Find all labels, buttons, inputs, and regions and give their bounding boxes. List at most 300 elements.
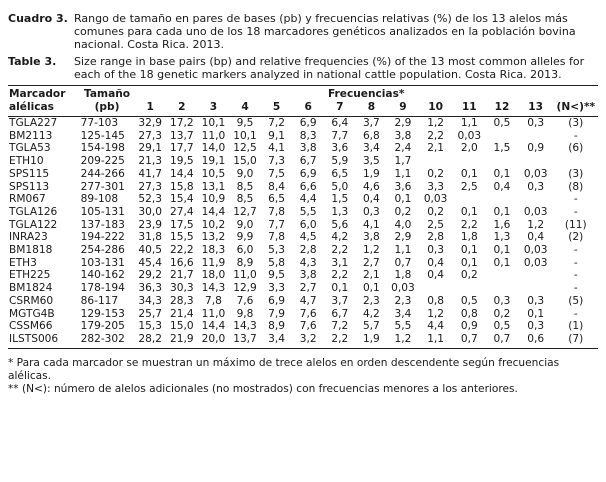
frequency-cell: 0,5 — [493, 117, 511, 130]
frequency-cell: 10,5 — [201, 167, 226, 180]
frequency-cell: 1,1 — [460, 117, 478, 130]
frequency-cell: 6,6 — [299, 180, 317, 193]
table-row — [8, 117, 598, 130]
frequency-cell: 0,9 — [460, 320, 478, 333]
frequency-cell: 0,2 — [394, 205, 412, 218]
frequency-table — [8, 85, 598, 349]
marker-cell: SPS113 — [9, 180, 50, 193]
frequency-cell: 0,3 — [527, 294, 545, 307]
frequency-cell: 4,7 — [299, 294, 317, 307]
frequency-cell: 1,5 — [493, 142, 511, 155]
frequency-cell — [452, 155, 486, 168]
frequency-cell: 14,3 — [233, 320, 257, 333]
frequency-cell: 0,7 — [486, 333, 518, 348]
marker-cell: RM067 — [9, 193, 46, 206]
frequency-cell: 27,3 — [138, 180, 163, 193]
header-allele-4: 4 — [229, 101, 261, 117]
frequency-cell: 27,4 — [170, 205, 194, 218]
frequency-cell: 12,7 — [233, 205, 257, 218]
frequency-cell: 0,3 — [527, 180, 545, 193]
frequency-cell: 5,7 — [362, 320, 380, 333]
frequency-cell: 14,3 — [201, 282, 226, 295]
marker-cell: INRA23 — [9, 231, 48, 244]
frequency-cell: 4,3 — [299, 256, 317, 269]
frequency-cell: 6,5 — [268, 193, 286, 206]
extra-alleles-cell: - — [573, 205, 578, 218]
frequency-cell: 21,9 — [166, 333, 198, 348]
frequency-cell: 7,9 — [268, 307, 286, 320]
frequency-cell: 1,8 — [460, 231, 478, 244]
size-cell: 209-225 — [80, 155, 125, 168]
frequency-cell: 3,2 — [292, 333, 324, 348]
frequency-cell: 15,4 — [170, 193, 194, 206]
table-header-row-2 — [8, 101, 598, 117]
footnote-1: * Para cada marcador se muestran un máximo de trece alelos en orden descendente según frecuencias alélicas. — [8, 356, 560, 382]
frequency-cell: 22,2 — [170, 244, 194, 257]
frequency-cell: 40,5 — [138, 244, 163, 257]
marker-cell: CSSM66 — [9, 320, 53, 333]
frequency-cell: 0,2 — [493, 307, 511, 320]
frequency-cell: 1,2 — [527, 218, 545, 231]
table-row — [8, 244, 598, 257]
frequency-cell: 13,7 — [170, 129, 194, 142]
frequency-cell — [419, 155, 453, 168]
table-row — [8, 295, 598, 308]
frequency-cell — [452, 193, 486, 206]
extra-alleles-cell: (7) — [554, 333, 598, 348]
frequency-cell: 4,1 — [268, 142, 286, 155]
frequency-cell: 0,5 — [460, 294, 478, 307]
frequency-cell: 0,2 — [427, 167, 445, 180]
frequency-cell: 2,0 — [460, 142, 478, 155]
frequency-cell: 0,1 — [493, 167, 511, 180]
size-cell: 244-266 — [80, 167, 125, 180]
extra-alleles-cell: - — [573, 282, 578, 295]
frequency-cell: 7,3 — [268, 155, 286, 168]
frequency-cell: 3,1 — [331, 256, 349, 269]
header-allele-6: 6 — [292, 101, 324, 117]
header-allele-12: 12 — [486, 101, 518, 117]
table-row — [8, 282, 598, 295]
frequency-cell: 36,3 — [138, 282, 163, 295]
size-cell: 105-131 — [80, 205, 125, 218]
frequency-cell: 2,7 — [362, 256, 380, 269]
frequency-cell: 2,9 — [394, 117, 412, 130]
frequency-cell: 19,5 — [170, 155, 194, 168]
frequency-cell: 0,1 — [362, 282, 380, 295]
frequency-cell: 2,1 — [427, 142, 445, 155]
frequency-cell: 2,3 — [362, 294, 380, 307]
table-row — [8, 193, 598, 206]
frequency-cell: 1,9 — [362, 167, 380, 180]
header-allele-7: 7 — [324, 101, 356, 117]
frequency-cell: 2,3 — [394, 294, 412, 307]
caption-english-label: Table 3. — [8, 54, 57, 68]
frequency-cell: 52,3 — [138, 193, 163, 206]
frequency-cell: 3,6 — [331, 142, 349, 155]
frequency-cell: 5,6 — [331, 218, 349, 231]
frequency-cell: 7,6 — [236, 294, 254, 307]
frequency-cell: 2,4 — [394, 142, 412, 155]
frequency-cell: 7,2 — [331, 320, 349, 333]
frequency-cell: 2,7 — [299, 282, 317, 295]
size-cell: 282-302 — [80, 333, 135, 348]
frequency-cell: 3,7 — [362, 117, 380, 130]
frequency-cell: 2,1 — [362, 269, 380, 282]
extra-alleles-cell: (5) — [568, 294, 584, 307]
size-cell: 89-108 — [80, 193, 119, 206]
extra-alleles-cell: (2) — [568, 231, 584, 244]
header-allele-2: 2 — [166, 101, 198, 117]
frequency-cell: 1,2 — [427, 117, 445, 130]
frequency-cell: 0,03 — [423, 193, 448, 206]
marker-cell: TGLA126 — [9, 205, 58, 218]
frequency-cell: 8,5 — [236, 180, 254, 193]
size-cell: 129-153 — [80, 307, 125, 320]
frequency-cell: 30,3 — [170, 282, 194, 295]
size-cell: 77-103 — [80, 117, 119, 130]
frequency-cell: 3,8 — [299, 269, 317, 282]
frequency-cell: 10,2 — [201, 218, 226, 231]
frequency-cell: 0,1 — [460, 167, 478, 180]
frequency-cell: 18,3 — [201, 244, 226, 257]
frequency-cell: 1,9 — [356, 333, 388, 348]
header-size: Tamaño — [80, 86, 135, 102]
table-header-row-1 — [8, 86, 598, 102]
marker-cell: ETH10 — [9, 155, 44, 168]
frequency-cell: 31,8 — [138, 231, 163, 244]
frequency-cell: 15,5 — [170, 231, 194, 244]
frequency-cell: 9,5 — [268, 269, 286, 282]
table-row — [8, 206, 598, 219]
frequency-cell: 0,1 — [460, 244, 478, 257]
frequency-cell: 9,0 — [236, 167, 254, 180]
frequency-cell: 30,0 — [138, 205, 163, 218]
frequency-cell: 3,5 — [362, 155, 380, 168]
table-row — [8, 231, 598, 244]
size-cell: 194-222 — [80, 231, 125, 244]
frequency-cell: 32,9 — [138, 117, 163, 130]
frequency-cell: 6,9 — [268, 294, 286, 307]
marker-cell: ETH225 — [9, 269, 51, 282]
frequency-cell: 17,7 — [170, 142, 194, 155]
frequency-cell: 17,5 — [170, 218, 194, 231]
frequency-cell: 4,6 — [362, 180, 380, 193]
frequency-cell: 12,5 — [233, 142, 257, 155]
frequency-cell: 5,3 — [268, 244, 286, 257]
frequency-cell: 1,2 — [387, 333, 419, 348]
frequency-cell: 0,4 — [493, 180, 511, 193]
table-row — [8, 308, 598, 321]
frequency-cell: 1,5 — [331, 193, 349, 206]
header-extra-alleles: (N<)** — [554, 101, 598, 117]
frequency-cell: 1,7 — [394, 155, 412, 168]
frequency-cell: 3,4 — [394, 307, 412, 320]
frequency-cell: 4,1 — [362, 218, 380, 231]
extra-alleles-cell: - — [573, 269, 578, 282]
frequency-cell: 9,5 — [236, 117, 254, 130]
size-cell: 277-301 — [80, 180, 125, 193]
frequency-cell: 1,3 — [493, 231, 511, 244]
frequency-cell: 15,0 — [170, 320, 194, 333]
frequency-cell: 3,8 — [299, 142, 317, 155]
caption-spanish — [8, 12, 598, 52]
frequency-cell — [486, 269, 518, 282]
frequency-cell: 2,2 — [427, 129, 445, 142]
marker-cell: BM2113 — [9, 129, 53, 142]
frequency-cell: 9,0 — [236, 218, 254, 231]
frequency-cell: 14,4 — [201, 320, 226, 333]
frequency-cell: 0,3 — [427, 244, 445, 257]
frequency-cell: 0,2 — [460, 269, 478, 282]
frequency-cell: 7,8 — [204, 294, 222, 307]
frequency-cell: 6,7 — [299, 155, 317, 168]
frequency-cell: 4,0 — [394, 218, 412, 231]
frequency-cell: 6,9 — [299, 117, 317, 130]
frequency-cell: 6,8 — [362, 129, 380, 142]
table-row — [8, 142, 598, 155]
frequency-cell: 8,4 — [268, 180, 286, 193]
marker-cell: BM1818 — [9, 244, 53, 257]
frequency-cell: 6,7 — [331, 307, 349, 320]
frequency-cell: 14,4 — [201, 205, 226, 218]
frequency-cell: 0,03 — [523, 244, 548, 257]
frequency-cell: 0,1 — [460, 256, 478, 269]
frequency-cell: 0,03 — [523, 167, 548, 180]
frequency-cell: 2,8 — [299, 244, 317, 257]
frequency-cell: 8,9 — [236, 256, 254, 269]
frequency-cell: 7,6 — [299, 320, 317, 333]
frequency-cell: 0,2 — [427, 205, 445, 218]
frequency-cell: 28,3 — [170, 294, 194, 307]
frequency-cell: 7,8 — [268, 231, 286, 244]
frequency-cell — [419, 282, 453, 295]
marker-cell: MGTG4B — [9, 307, 55, 320]
frequency-cell: 2,2 — [331, 269, 349, 282]
header-allele-1: 1 — [134, 101, 166, 117]
marker-cell: ETH3 — [9, 256, 37, 269]
frequency-cell: 11,0 — [201, 129, 226, 142]
table-row — [8, 269, 598, 282]
frequency-cell: 0,3 — [527, 117, 545, 130]
frequency-cell: 11,9 — [201, 256, 226, 269]
caption-english — [8, 55, 598, 81]
frequency-cell: 3,4 — [362, 142, 380, 155]
frequency-cell — [486, 282, 518, 295]
frequency-cell: 12,9 — [233, 282, 257, 295]
frequency-cell: 17,2 — [170, 117, 194, 130]
frequency-cell: 2,5 — [427, 218, 445, 231]
table-notes — [8, 357, 598, 396]
frequency-cell: 5,8 — [268, 256, 286, 269]
frequency-cell: 0,1 — [460, 205, 478, 218]
frequency-cell: 8,3 — [299, 129, 317, 142]
frequency-cell: 13,7 — [229, 333, 261, 348]
frequency-cell: 45,4 — [138, 256, 163, 269]
frequency-cell: 20,0 — [198, 333, 230, 348]
frequency-cell: 5,5 — [299, 205, 317, 218]
frequency-cell: 2,2 — [324, 333, 356, 348]
header-allele-13: 13 — [518, 101, 554, 117]
extra-alleles-cell: - — [573, 244, 578, 257]
frequency-cell: 0,4 — [527, 231, 545, 244]
frequency-cell: 19,1 — [201, 155, 226, 168]
frequency-cell: 4,2 — [362, 307, 380, 320]
frequency-cell: 0,1 — [493, 244, 511, 257]
size-cell: 86-117 — [80, 294, 119, 307]
frequency-cell: 0,1 — [394, 193, 412, 206]
frequency-cell: 11,0 — [201, 307, 226, 320]
header-frequencies: Frecuencias* — [134, 86, 598, 102]
frequency-cell: 5,9 — [331, 155, 349, 168]
extra-alleles-cell: - — [573, 256, 578, 269]
size-cell: 179-205 — [80, 320, 125, 333]
header-allele-3: 3 — [198, 101, 230, 117]
frequency-cell — [518, 269, 554, 282]
frequency-cell: 2,5 — [460, 180, 478, 193]
table-row — [8, 320, 598, 333]
marker-cell: TGLA122 — [9, 218, 58, 231]
frequency-cell — [452, 282, 486, 295]
frequency-cell: 7,2 — [268, 117, 286, 130]
frequency-cell — [518, 155, 554, 168]
frequency-cell: 21,3 — [138, 155, 163, 168]
frequency-cell: 0,3 — [527, 320, 545, 333]
table-row — [8, 181, 598, 194]
extra-alleles-cell: - — [573, 307, 578, 320]
frequency-cell: 0,1 — [493, 205, 511, 218]
frequency-cell: 1,3 — [331, 205, 349, 218]
extra-alleles-cell: (8) — [568, 180, 584, 193]
size-cell: 103-131 — [80, 256, 125, 269]
frequency-cell: 3,3 — [427, 180, 445, 193]
frequency-cell: 1,1 — [419, 333, 453, 348]
frequency-cell: 28,2 — [134, 333, 166, 348]
frequency-cell: 1,2 — [362, 244, 380, 257]
frequency-cell: 14,4 — [170, 167, 194, 180]
caption-spanish-text: Rango de tamaño en pares de bases (pb) y frecuencias relativas (%) de los 13 alelos más comunes para cada uno de los 18 marcadores genéticos analizados en la población bovina nacional. Costa Rica. 2013. — [74, 12, 576, 52]
frequency-cell: 34,3 — [138, 294, 163, 307]
frequency-cell: 0,8 — [460, 307, 478, 320]
table-row — [8, 333, 598, 348]
frequency-cell: 7,8 — [268, 205, 286, 218]
frequency-cell: 6,9 — [299, 167, 317, 180]
frequency-cell: 3,8 — [394, 129, 412, 142]
extra-alleles-cell: (3) — [568, 167, 584, 180]
frequency-cell: 4,4 — [299, 193, 317, 206]
frequency-cell: 16,6 — [170, 256, 194, 269]
frequency-cell: 0,03 — [457, 129, 482, 142]
frequency-cell: 13,2 — [201, 231, 226, 244]
table-row — [8, 168, 598, 181]
header-marker-line2: alélicas — [8, 101, 80, 117]
frequency-cell: 11,0 — [233, 269, 257, 282]
extra-alleles-cell — [554, 155, 598, 168]
header-marker: Marcador — [8, 86, 80, 102]
frequency-cell: 41,7 — [138, 167, 163, 180]
frequency-cell: 5,0 — [331, 180, 349, 193]
frequency-cell: 1,1 — [394, 244, 412, 257]
frequency-cell: 27,3 — [138, 129, 163, 142]
size-cell: 254-286 — [80, 244, 125, 257]
frequency-cell: 7,6 — [299, 307, 317, 320]
frequency-cell: 23,9 — [138, 218, 163, 231]
extra-alleles-cell: (1) — [568, 320, 584, 333]
frequency-cell: 7,7 — [268, 218, 286, 231]
frequency-cell — [486, 155, 518, 168]
header-size-line2: (pb) — [80, 101, 135, 117]
frequency-cell: 7,5 — [268, 167, 286, 180]
frequency-cell: 21,7 — [170, 269, 194, 282]
frequency-cell: 0,1 — [331, 282, 349, 295]
footnote-2: ** (N<): número de alelos adicionales (no mostrados) con frecuencias menores a los anteriores. — [8, 382, 518, 395]
marker-cell: BM1824 — [9, 282, 53, 295]
extra-alleles-cell: (3) — [568, 117, 584, 130]
frequency-cell: 15,8 — [170, 180, 194, 193]
frequency-cell: 3,6 — [394, 180, 412, 193]
extra-alleles-cell: (6) — [568, 142, 584, 155]
caption-spanish-label: Cuadro 3. — [8, 12, 68, 25]
frequency-cell: 6,0 — [299, 218, 317, 231]
frequency-cell: 2,2 — [460, 218, 478, 231]
frequency-cell: 0,1 — [493, 256, 511, 269]
frequency-cell: 0,4 — [362, 193, 380, 206]
frequency-cell — [518, 193, 554, 206]
frequency-cell: 0,1 — [527, 307, 545, 320]
frequency-cell: 6,5 — [331, 167, 349, 180]
frequency-cell: 0,4 — [427, 256, 445, 269]
frequency-cell: 0,8 — [427, 294, 445, 307]
frequency-cell: 18,0 — [201, 269, 226, 282]
table-row — [8, 130, 598, 143]
frequency-cell: 15,0 — [233, 155, 257, 168]
frequency-cell: 9,1 — [268, 129, 286, 142]
frequency-cell: 10,1 — [201, 117, 226, 130]
frequency-cell: 29,2 — [138, 269, 163, 282]
frequency-cell: 6,0 — [236, 244, 254, 257]
size-cell: 140-162 — [80, 269, 125, 282]
frequency-cell: 5,5 — [394, 320, 412, 333]
table-row — [8, 155, 598, 168]
table-row — [8, 219, 598, 232]
frequency-cell: 1,8 — [394, 269, 412, 282]
frequency-cell: 29,1 — [138, 142, 163, 155]
frequency-cell: 0,03 — [523, 205, 548, 218]
frequency-cell: 0,03 — [391, 282, 415, 295]
frequency-cell: 0,7 — [394, 256, 412, 269]
frequency-cell: 4,5 — [299, 231, 317, 244]
frequency-cell: 8,9 — [268, 320, 286, 333]
frequency-cell: 3,8 — [362, 231, 380, 244]
frequency-cell: 0,5 — [493, 320, 511, 333]
frequency-cell: 1,1 — [394, 167, 412, 180]
marker-cell: ILSTS006 — [8, 333, 80, 348]
marker-cell: SPS115 — [9, 167, 50, 180]
frequency-cell: 8,5 — [236, 193, 254, 206]
frequency-cell: 0,9 — [527, 142, 545, 155]
frequency-cell: 21,4 — [170, 307, 194, 320]
document-page — [8, 0, 598, 396]
frequency-cell: 9,9 — [236, 231, 254, 244]
frequency-cell — [518, 130, 554, 143]
frequency-cell: 0,3 — [493, 294, 511, 307]
frequency-cell: 1,2 — [427, 307, 445, 320]
frequency-cell: 3,4 — [261, 333, 293, 348]
frequency-cell: 13,1 — [201, 180, 226, 193]
extra-alleles-cell: - — [573, 193, 578, 206]
frequency-cell: 1,6 — [493, 218, 511, 231]
header-allele-8: 8 — [356, 101, 388, 117]
